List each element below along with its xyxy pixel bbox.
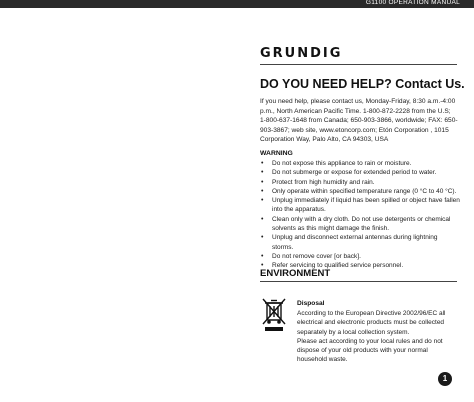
header-bar [0, 0, 474, 8]
help-paragraph: If you need help, please contact us, Monday-Friday, 8:30 a.m.-4:00 p.m., North American Pacific Time. 1-800-872-2228 from the U.S; 1-800-637-1648 from Canada; 650-903-3866, worldwide; FAX: 650-903-3867; web site, www.etoncorp.com; Etón Corporation , 1015 Corporation Way, Palo Alto, CA 94303, USA [260, 98, 458, 143]
list-item: • Clean only with a dry cloth. Do not use detergents or chemical solvents as this might damage the finish. [261, 215, 451, 233]
list-item: • Unplug and disconnect external antennas during lightning storms. [261, 234, 438, 251]
list-item: • Do not submerge or expose for extended period to water. [261, 169, 437, 177]
list-item: • Unplug immediately if liquid has been spilled or object have fallen into the apparatus. [261, 197, 460, 214]
manual-label: G1100 OPERATION MANUAL [365, 0, 460, 6]
divider [260, 64, 457, 65]
disposal-title: Disposal [297, 300, 325, 307]
list-item: • Protect from high humidity and rain. [261, 178, 375, 186]
warning-title: WARNING [260, 150, 293, 157]
help-heading: DO YOU NEED HELP? Contact Us. [260, 77, 465, 91]
crossed-out-bin-icon [260, 296, 288, 332]
list-item: • Do not expose this appliance to rain or moisture. [261, 160, 412, 167]
brand-logo: GRUNDIG [260, 46, 343, 61]
list-item: • Refer servicing to qualified service personnel. [261, 262, 404, 270]
warning-list [260, 159, 460, 271]
list-item: • Do not remove cover [or back]. [261, 252, 361, 260]
list-item: • Only operate within specified temperature range (0 °C to 40 °C). [261, 187, 457, 195]
disposal-text: According to the European Directive 2002/96/EC all electrical and electronic products must be collected separately by a local collection system. Please act according to your local rules and do not dispose of your old products with your normal household waste. [297, 310, 446, 364]
page-number: 1 [438, 372, 452, 386]
divider [260, 281, 457, 282]
environment-title: ENVIRONMENT [260, 268, 331, 279]
